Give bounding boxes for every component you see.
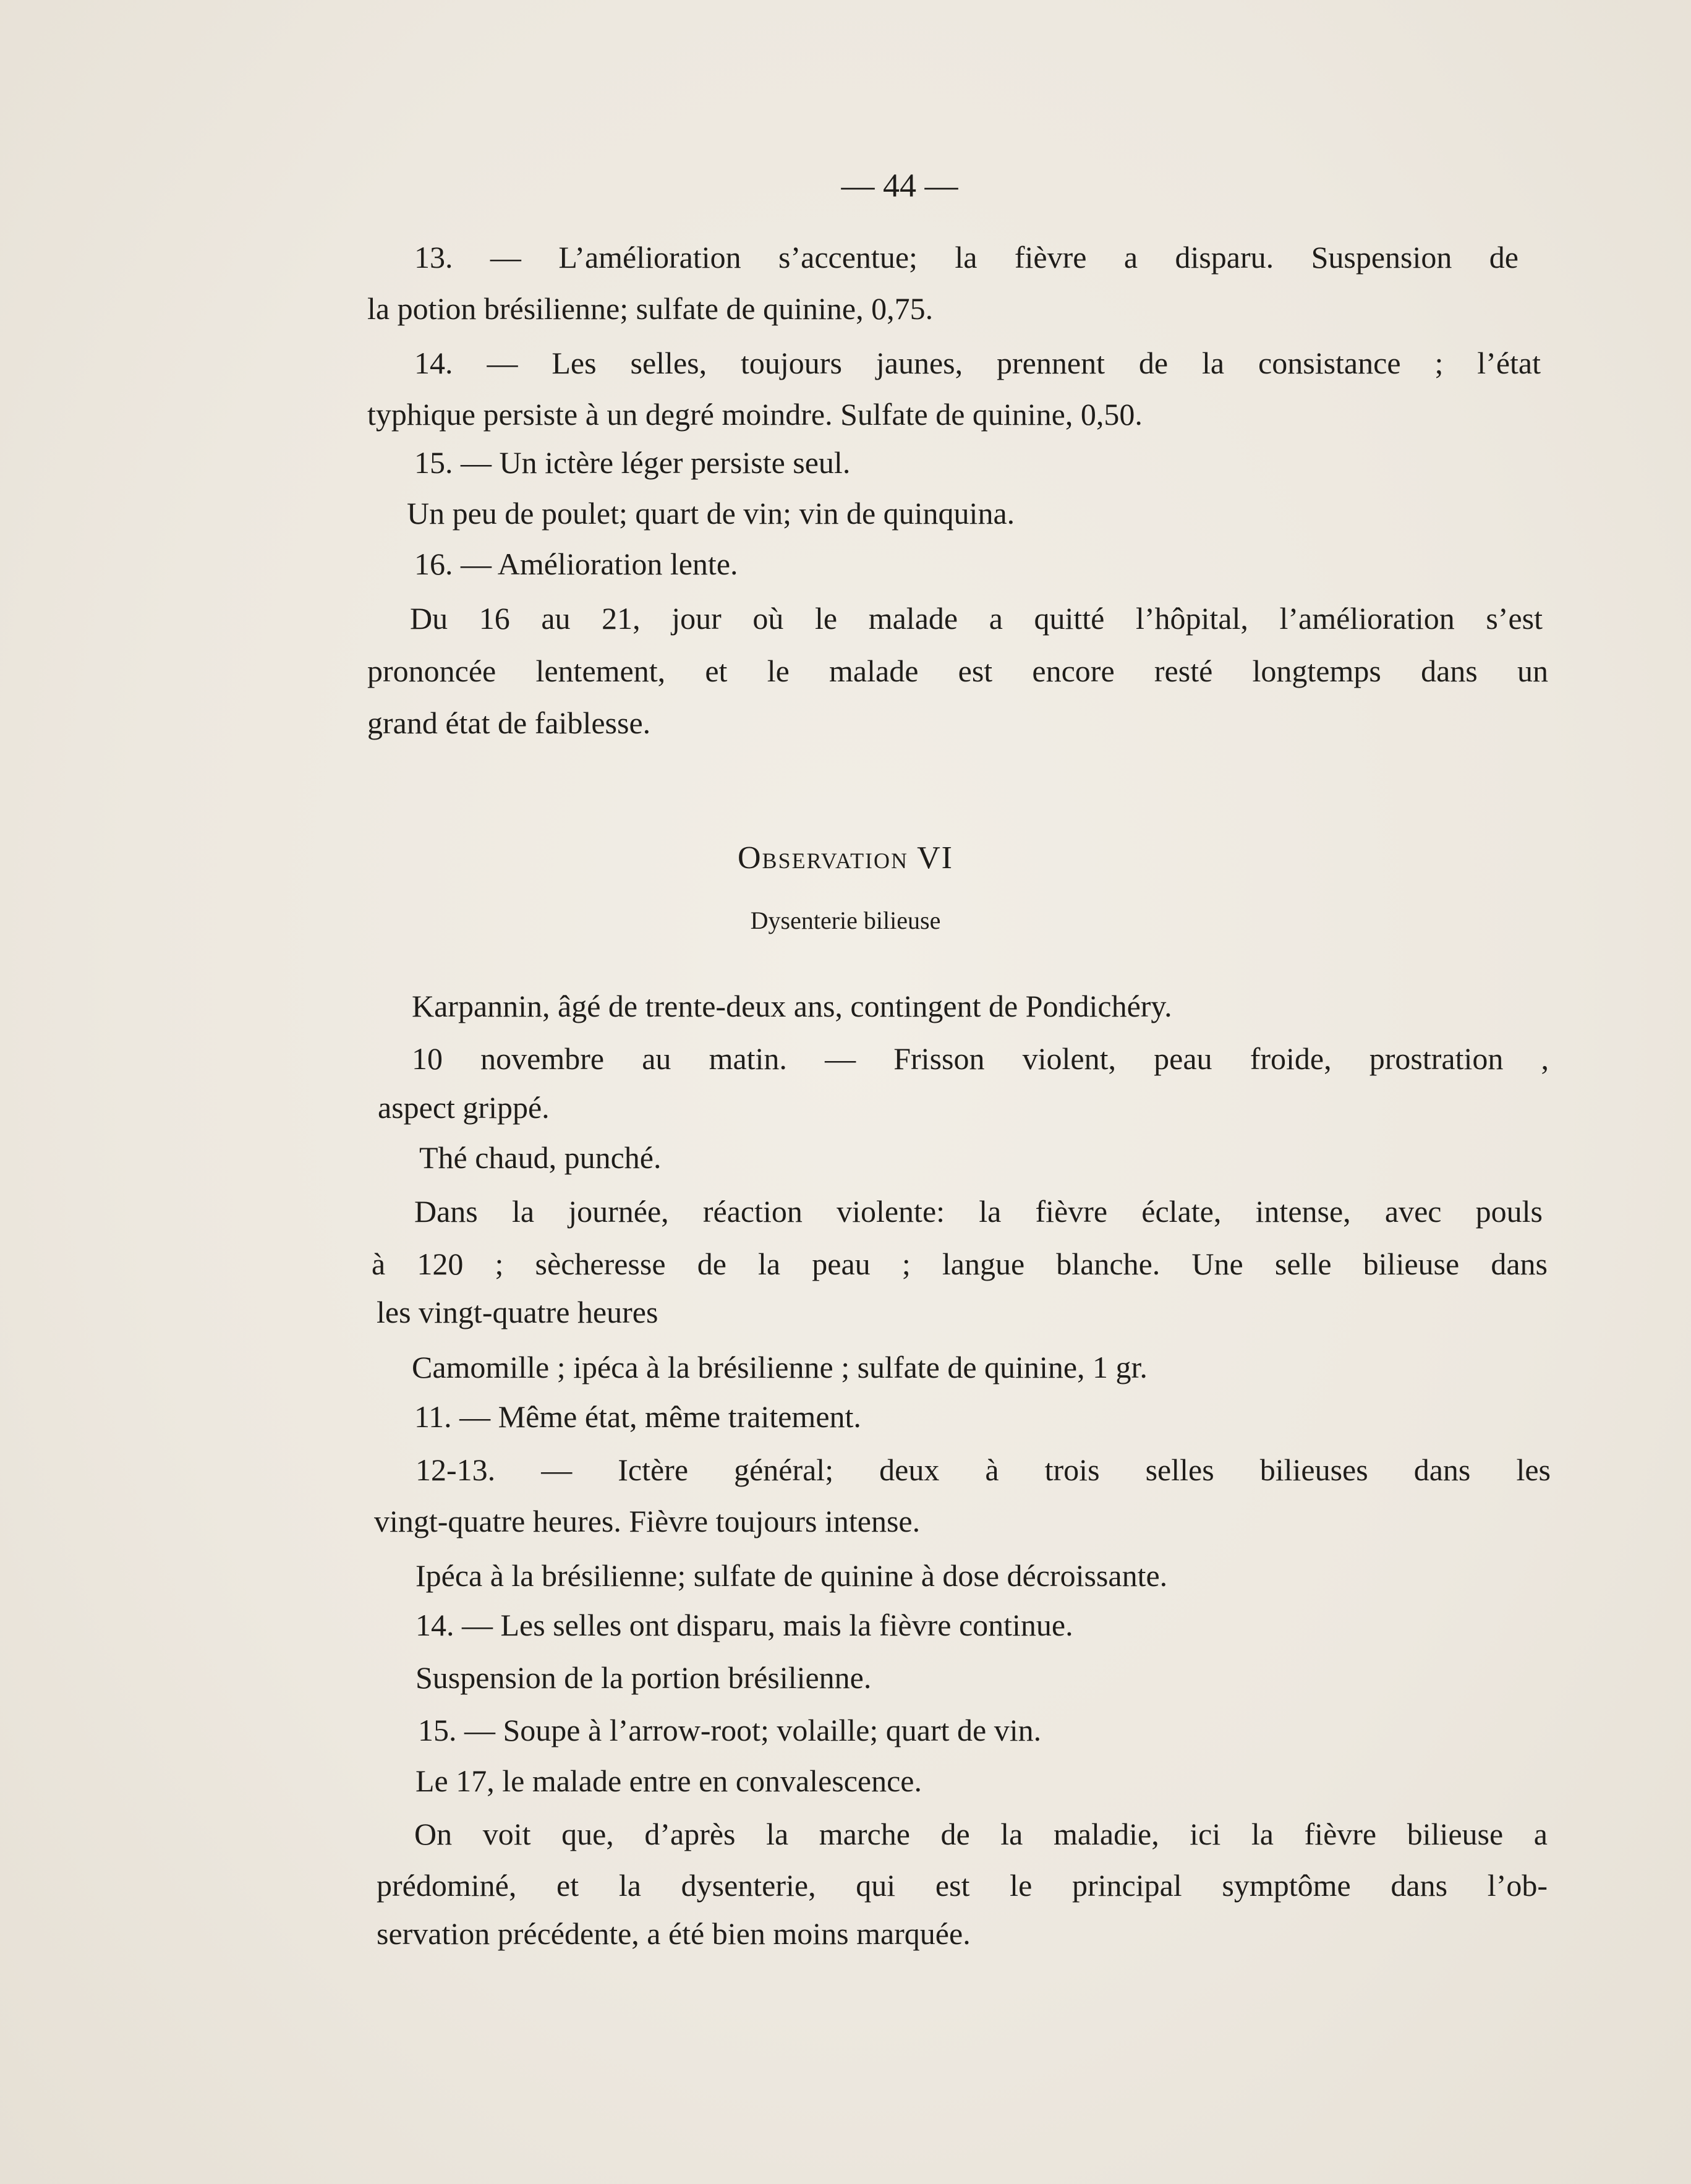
text-line: typhique persiste à un degré moindre. Sulfate de quinine, 0,50. bbox=[367, 397, 1143, 432]
text-line: servation précédente, a été bien moins marquée. bbox=[377, 1916, 971, 1951]
text-line: grand état de faiblesse. bbox=[367, 706, 651, 740]
text-line: 11. — Même état, même traitement. bbox=[414, 1399, 861, 1434]
text-line: 12-13. — Ictère général; deux à trois selles bilieuses dans les bbox=[415, 1452, 1551, 1487]
text-line: Du 16 au 21, jour où le malade a quitté l’hôpital, l’amélioration s’est bbox=[410, 601, 1543, 636]
observation-title: Observation VI bbox=[738, 840, 953, 876]
text-line: Karpannin, âgé de trente-deux ans, contingent de Pondichéry. bbox=[412, 989, 1172, 1023]
text-line: à 120 ; sècheresse de la peau ; langue blanche. Une selle bilieuse dans bbox=[372, 1247, 1548, 1281]
text-line: 15. — Un ictère léger persiste seul. bbox=[414, 445, 851, 480]
text-line: Dans la journée, réaction violente: la fièvre éclate, intense, avec pouls bbox=[414, 1194, 1543, 1229]
text-line: prononcée lentement, et le malade est encore resté longtemps dans un bbox=[367, 654, 1548, 688]
text-line: Ipéca à la brésilienne; sulfate de quinine à dose décroissante. bbox=[415, 1558, 1168, 1593]
text-line: 14. — Les selles, toujours jaunes, prennent de la consistance ; l’état bbox=[414, 346, 1541, 380]
text-line: Camomille ; ipéca à la brésilienne ; sulfate de quinine, 1 gr. bbox=[412, 1350, 1148, 1384]
text-line: Suspension de la portion brésilienne. bbox=[415, 1660, 872, 1695]
text-line: Un peu de poulet; quart de vin; vin de quinquina. bbox=[407, 496, 1015, 531]
page-number: — 44 — bbox=[841, 167, 958, 204]
observation-subtitle: Dysenterie bilieuse bbox=[750, 906, 941, 934]
text-line: On voit que, d’après la marche de la maladie, ici la fièvre bilieuse a bbox=[414, 1817, 1548, 1851]
text-line: prédominé, et la dysenterie, qui est le principal symptôme dans l’ob- bbox=[377, 1868, 1548, 1903]
text-line: aspect grippé. bbox=[378, 1090, 550, 1125]
text-line: vingt-quatre heures. Fièvre toujours intense. bbox=[374, 1504, 921, 1538]
text-line: 15. — Soupe à l’arrow-root; volaille; quart de vin. bbox=[418, 1713, 1042, 1747]
text-line: 16. — Amélioration lente. bbox=[414, 547, 738, 581]
text-line: Le 17, le malade entre en convalescence. bbox=[415, 1764, 922, 1798]
text-line: 10 novembre au matin. — Frisson violent, peau froide, prostration , bbox=[412, 1041, 1549, 1076]
text-line: les vingt-quatre heures bbox=[377, 1295, 658, 1329]
text-line: 13. — L’amélioration s’accentue; la fièvre a disparu. Suspension de bbox=[414, 240, 1518, 275]
text-line: la potion brésilienne; sulfate de quinine, 0,75. bbox=[367, 291, 934, 326]
text-line: 14. — Les selles ont disparu, mais la fièvre continue. bbox=[415, 1608, 1073, 1642]
text-line: Thé chaud, punché. bbox=[419, 1140, 662, 1175]
